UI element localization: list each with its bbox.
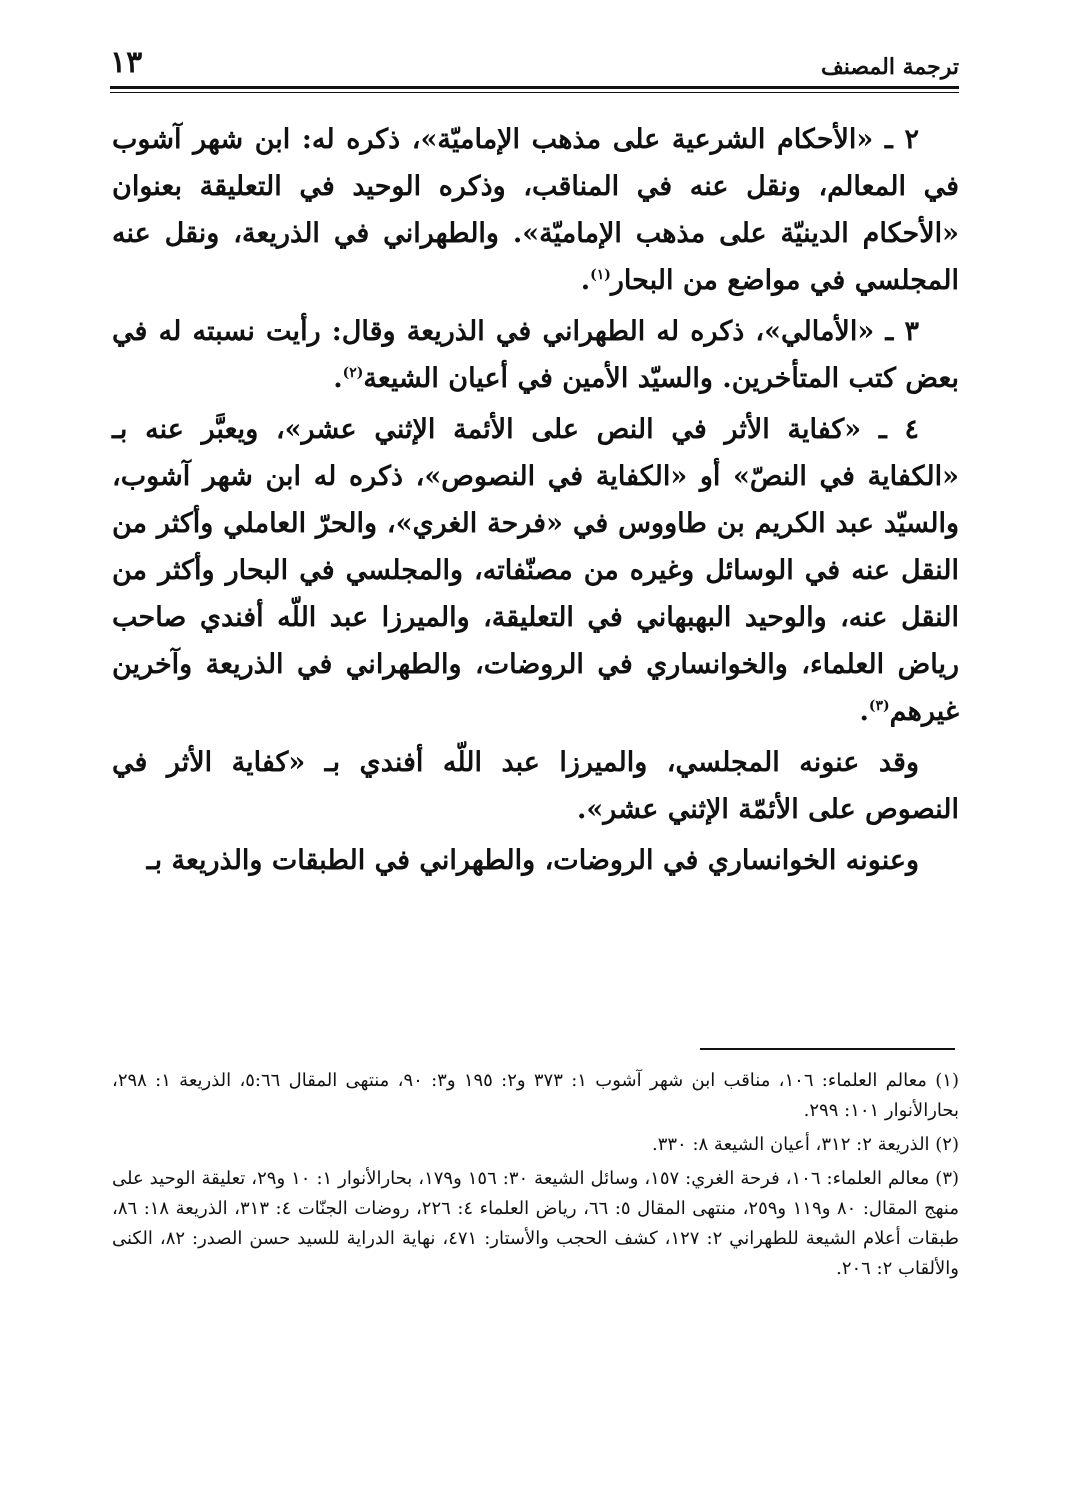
paragraph-majlisi-title: وقد عنونه المجلسي، والميرزا عبد اللّه أفندي بـ «كفاية الأثر في النصوص على الأئمّة الإثني عشر». xyxy=(112,747,959,825)
paragraph-item-2: ٢ ـ «الأحكام الشرعية على مذهب الإماميّة»، ذكره له: ابن شهر آشوب في المعالم، ونقل عنه في المناقب، وذكره الوحيد في التعليقة بعنوان «الأحكام الدينيّة على مذهب الإماميّة». والطهراني في الذريعة، ونقل عنه المجلسي في مواضع من البحار$^{(١)}$. xyxy=(112,124,959,296)
footnote-separator xyxy=(700,1048,955,1050)
page-number: ١٣ xyxy=(110,45,143,80)
header-rule-thin xyxy=(110,92,959,93)
page-header xyxy=(110,30,959,80)
paragraph-khwansari-title: وعنونه الخوانساري في الروضات، والطهراني في الطبقات والذريعة بـ xyxy=(146,845,919,876)
footnote-ref-2: (٢) xyxy=(342,365,364,381)
footnote-ref-1: (١) xyxy=(590,267,611,283)
body-text xyxy=(112,116,959,888)
paragraph-item-3: ٣ ـ «الأمالي»، ذكره له الطهراني في الذريعة وقال: رأيت نسبته له في بعض كتب المتأخرين. والسيّد الأمين في أعيان الشيعة$^{(٢)}$. xyxy=(112,316,959,394)
footnote-3: (٣) معالم العلماء: ١٠٦، فرحة الغري: ١٥٧، وسائل الشيعة ٣٠: ١٥٦ و١٧٩، بحارالأنوار ١: ١٠ و٢٩، تعليقة الوحيد على منهج المقال: ٨٠ و١١٩ و٢٥٩، منتهى المقال ٥: ٦٦، رياض العلماء ٤: ٢٢٦، روضات الجنّات ٤: ٣١٣، الذريعة ١٨: ٨٦، طبقات أعلام الشيعة للطهراني ٢: ١٢٧، كشف الحجب والأستار: ٤٧١، نهاية الدراية للسيد حسن الصدر: ٨٢، الكنى والألقاب ٢: ٢٠٦. xyxy=(112,1168,960,1279)
header-rule-thick xyxy=(110,86,959,89)
paragraph-item-4: ٤ ـ «كفاية الأثر في النص على الأئمة الإثني عشر»، ويعبَّر عنه بـ «الكفاية في النصّ» أو «الكفاية في النصوص»، ذكره له ابن شهر آشوب، والسيّد عبد الكريم بن طاووس في «فرحة الغري»، والحرّ العاملي وأكثر من النقل عنه في الوسائل وغيره من مصنّفاته، والمجلسي في البحار وأكثر من النقل عنه، والوحيد البهبهاني في التعليقة، والميرزا عبد اللّه أفندي صاحب رياض العلماء، والخوانساري في الروضات، والطهراني في الذريعة وآخرين غيرهم$^{(٣)}$. xyxy=(112,414,959,727)
footnote-1: (١) معالم العلماء: ١٠٦، مناقب ابن شهر آشوب ١: ٣٧٣ و٢: ١٩٥ و٣: ٩٠، منتهى المقال ٥:٦٦، الذريعة ١: ٢٩٨، بحارالأنوار ١٠١: ٢٩٩. xyxy=(112,1070,959,1121)
footnote-ref-3: (٣) xyxy=(868,698,890,714)
footnotes xyxy=(112,1066,959,1288)
footnote-2: (٢) الذريعة ٢: ٣١٢، أعيان الشيعة ٨: ٣٣٠. xyxy=(651,1134,959,1155)
running-title: ترجمة المصنف xyxy=(820,54,959,80)
